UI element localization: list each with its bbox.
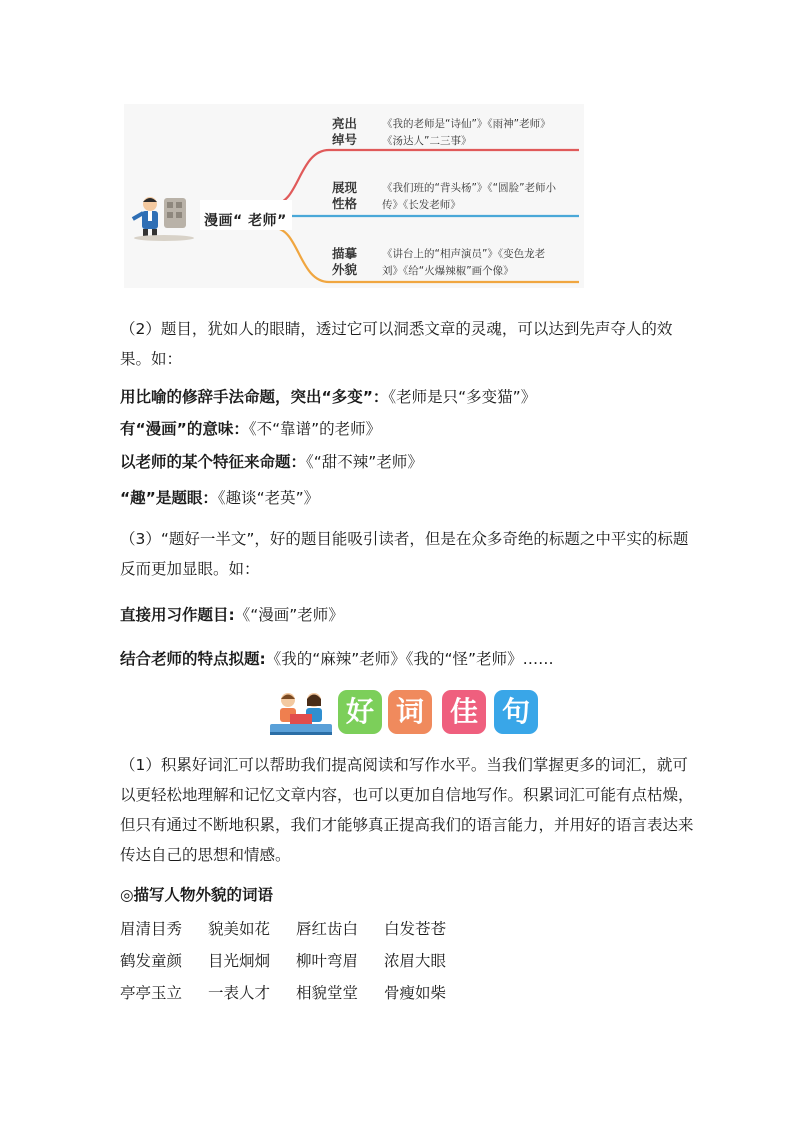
word: 目光炯炯 — [208, 952, 271, 970]
students-reading-icon — [270, 690, 332, 736]
section3-item-1 — [120, 604, 344, 626]
word: 相貌堂堂 — [296, 984, 359, 1002]
word: 白发苍苍 — [384, 920, 447, 938]
branch-text-3: 《讲台上的“相声演员”》《变色龙老刘》《给“火爆辣椒”画个像》 — [382, 248, 546, 277]
word: 浓眉大眼 — [384, 952, 447, 970]
branch-title-3: 描摹外貌 — [332, 246, 358, 277]
branch-text-1: 《我的老师是“诗仙”》《雨神”老师》《汤达人”二三事》 — [382, 118, 551, 147]
section4-intro: （1）积累好词汇可以帮助我们提高阅读和写作水平。当我们掌握更多的词汇，就可以更轻松地理解和记忆文章内容，也可以更加自信地写作。积累词汇可能有点枯燥，但只有通过不断地积累，我们才能够真正提高我们的语言能力，并用好的语言表达来传达自己的思想和情感。 — [120, 756, 694, 864]
branch-title-1: 亮出绰号 — [332, 116, 358, 147]
teacher-cartoon-icon — [130, 190, 198, 242]
heading-tile-1: 好 — [338, 690, 382, 734]
section2-intro: （2）题目，犹如人的眼睛，透过它可以洞悉文章的灵魂，可以达到先声夺人的效果。如： — [120, 320, 673, 368]
item-label: 结合老师的特点拟题: — [120, 650, 266, 668]
word: 骨瘦如柴 — [384, 984, 447, 1002]
word: 亭亭玉立 — [120, 984, 183, 1002]
item-label: 用比喻的修辞手法命题，突出“多变”： — [120, 388, 389, 406]
section3-intro: （3）“题好一半文”，好的题目能吸引读者，但是在众多奇绝的标题之中平实的标题反而更加显眼。如： — [120, 530, 689, 578]
heading-tile-4: 句 — [494, 690, 538, 734]
item-title: 《趣谈“老英”》 — [217, 489, 320, 507]
item-label: 直接用习作题目: — [120, 606, 235, 624]
section2-item-1 — [120, 386, 536, 408]
word: 貌美如花 — [208, 920, 271, 938]
section2-item-3 — [120, 451, 423, 473]
word: 柳叶弯眉 — [296, 952, 359, 970]
item-title: 《“漫画”老师》 — [234, 606, 344, 624]
heading-tile-2: 词 — [388, 690, 432, 734]
item-label: “趣”是题眼： — [120, 489, 218, 507]
words-row-3 — [120, 982, 472, 1004]
item-title: 《我的“麻辣”老师》《我的“怪”老师》…… — [265, 650, 554, 668]
words-subheading: ◎描写人物外貌的词语 — [120, 886, 274, 904]
section2-item-2 — [120, 418, 381, 440]
word: 鹤发童颜 — [120, 952, 183, 970]
words-row-1 — [120, 918, 472, 940]
mind-map-center-label: 漫画“ 老师” — [204, 213, 287, 229]
branch-title-2: 展现性格 — [332, 180, 358, 211]
item-title: 《老师是只“多变猫”》 — [388, 388, 537, 406]
branch-text-2: 《我们班的“背头杨”》《“圆脸”老师小传》《长发老师》 — [382, 182, 557, 211]
item-label: 以老师的某个特征来命题： — [120, 453, 307, 471]
item-title: 《不“靠谱”的老师》 — [248, 420, 382, 438]
word: 一表人才 — [208, 984, 271, 1002]
mind-map — [124, 104, 584, 288]
section3-item-2 — [120, 648, 554, 670]
section2-item-4 — [120, 487, 319, 509]
word: 唇红齿白 — [296, 920, 359, 938]
item-title: 《“甜不辣”老师》 — [306, 453, 423, 471]
heading-tile-3: 佳 — [442, 690, 486, 734]
word: 眉清目秀 — [120, 920, 183, 938]
words-row-2 — [120, 950, 472, 972]
item-label: 有“漫画”的意味： — [120, 420, 249, 438]
